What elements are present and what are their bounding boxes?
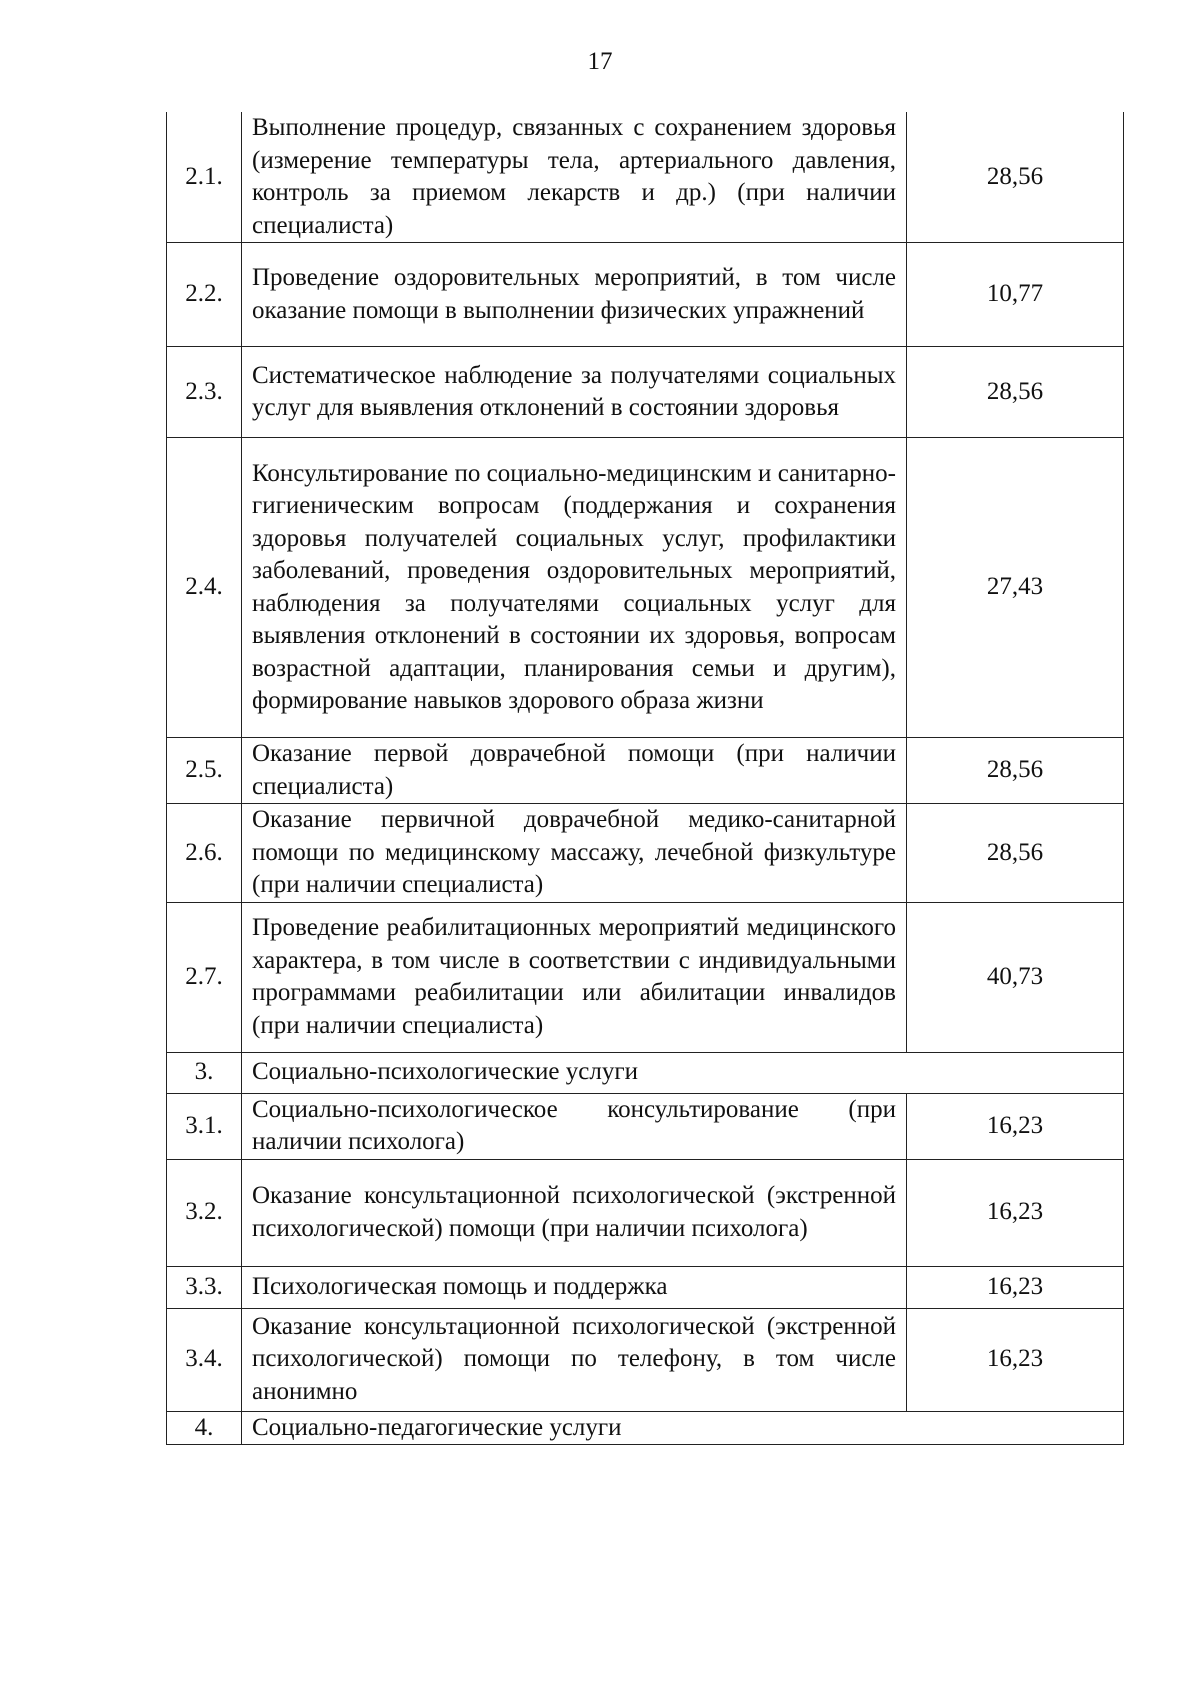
service-price: 10,77	[907, 243, 1124, 347]
section-title: Социально-педагогические услуги	[242, 1411, 1124, 1445]
service-price: 28,56	[907, 804, 1124, 903]
row-number: 2.1.	[167, 112, 242, 243]
service-price: 16,23	[907, 1266, 1124, 1308]
row-number: 2.6.	[167, 804, 242, 903]
row-number: 4.	[167, 1411, 242, 1445]
row-number: 3.3.	[167, 1266, 242, 1308]
services-table	[166, 112, 1124, 1445]
service-description: Консультирование по социально-медицинским и санитарно-гигиеническим вопросам (поддержания и сохранения здоровья получателей социальных услуг, профилактики заболеваний, проведения оздоровительных мероприятий, наблюдения за получателями социальных услуг для выявления отклонений в состоянии их здоровья, вопросам возрастной адаптации, планирования семьи и другим), формирование навыков здорового образа жизни	[242, 438, 907, 738]
table-row	[167, 902, 1124, 1052]
row-number: 2.5.	[167, 738, 242, 804]
table-row	[167, 347, 1124, 438]
row-number: 3.4.	[167, 1308, 242, 1411]
row-number: 3.	[167, 1052, 242, 1093]
service-price: 28,56	[907, 112, 1124, 243]
service-price: 16,23	[907, 1093, 1124, 1159]
services-table-body	[167, 112, 1124, 1445]
service-description: Проведение оздоровительных мероприятий, в том числе оказание помощи в выполнении физических упражнений	[242, 243, 907, 347]
service-description: Выполнение процедур, связанных с сохранением здоровья (измерение температуры тела, артериального давления, контроль за приемом лекарств и др.) (при наличии специалиста)	[242, 112, 907, 243]
row-number: 2.2.	[167, 243, 242, 347]
service-description: Психологическая помощь и поддержка	[242, 1266, 907, 1308]
table-row	[167, 1266, 1124, 1308]
table-row	[167, 1093, 1124, 1159]
row-number: 2.4.	[167, 438, 242, 738]
service-price: 28,56	[907, 738, 1124, 804]
service-price: 40,73	[907, 902, 1124, 1052]
table-row	[167, 804, 1124, 903]
service-price: 16,23	[907, 1159, 1124, 1266]
service-price: 28,56	[907, 347, 1124, 438]
row-number: 3.1.	[167, 1093, 242, 1159]
row-number: 3.2.	[167, 1159, 242, 1266]
table-row	[167, 1159, 1124, 1266]
table-row	[167, 1308, 1124, 1411]
table-row	[167, 112, 1124, 243]
row-number: 2.7.	[167, 902, 242, 1052]
section-title: Социально-психологические услуги	[242, 1052, 1124, 1093]
page-number: 17	[587, 48, 613, 75]
service-description: Социально-психологическое консультирование (при наличии психолога)	[242, 1093, 907, 1159]
service-description: Оказание первой доврачебной помощи (при наличии специалиста)	[242, 738, 907, 804]
section-row	[167, 1052, 1124, 1093]
service-price: 27,43	[907, 438, 1124, 738]
service-description: Оказание первичной доврачебной медико-санитарной помощи по медицинскому массажу, лечебной физкультуре (при наличии специалиста)	[242, 804, 907, 903]
table-row	[167, 738, 1124, 804]
service-price: 16,23	[907, 1308, 1124, 1411]
service-description: Оказание консультационной психологической (экстренной психологической) помощи (при наличии психолога)	[242, 1159, 907, 1266]
service-description: Оказание консультационной психологической (экстренной психологической) помощи по телефону, в том числе анонимно	[242, 1308, 907, 1411]
section-row	[167, 1411, 1124, 1445]
table-row	[167, 243, 1124, 347]
service-description: Систематическое наблюдение за получателями социальных услуг для выявления отклонений в состоянии здоровья	[242, 347, 907, 438]
service-description: Проведение реабилитационных мероприятий медицинского характера, в том числе в соответствии с индивидуальными программами реабилитации или абилитации инвалидов (при наличии специалиста)	[242, 902, 907, 1052]
table-row	[167, 438, 1124, 738]
row-number: 2.3.	[167, 347, 242, 438]
